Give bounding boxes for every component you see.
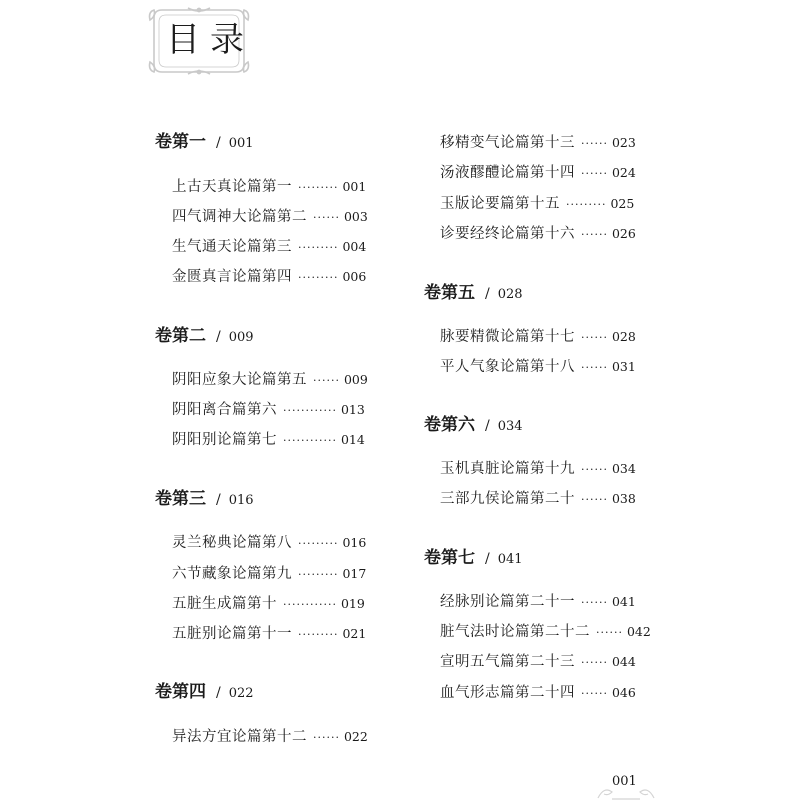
toc-entry[interactable] [440, 683, 636, 704]
toc-entry[interactable] [440, 489, 636, 510]
entry-title: 宣明五气篇第二十三 [440, 654, 575, 670]
toc-entry[interactable] [172, 533, 366, 554]
section-title: 卷第五 [424, 283, 475, 303]
leader-dots: ········· [298, 181, 339, 194]
entry-title: 上古天真论篇第一 [172, 179, 292, 195]
separator: / [216, 329, 221, 345]
toc-entry[interactable] [172, 267, 366, 288]
toc-entry[interactable] [172, 430, 365, 451]
entry-title: 汤液醪醴论篇第十四 [440, 165, 575, 181]
section-heading[interactable] [155, 488, 254, 512]
entry-title: 六节藏象论篇第九 [172, 566, 292, 582]
entry-page: 031 [611, 359, 636, 374]
entry-title: 阴阳离合篇第六 [172, 402, 277, 418]
entry-page: 023 [611, 135, 636, 150]
entry-page: 026 [611, 226, 636, 241]
entry-page: 006 [342, 269, 367, 284]
entry-page: 024 [611, 165, 636, 180]
section-page: 034 [497, 419, 523, 434]
toc-entry[interactable] [172, 727, 368, 748]
toc-entry[interactable] [172, 207, 368, 228]
entry-page: 016 [342, 535, 367, 550]
entry-page: 013 [340, 402, 365, 417]
entry-title: 阴阳应象大论篇第五 [172, 372, 307, 388]
toc-entry[interactable] [172, 564, 366, 585]
entry-title: 四气调神大论篇第二 [172, 209, 307, 225]
leader-dots: ······ [313, 731, 340, 744]
section-title: 卷第二 [155, 326, 206, 346]
section-heading[interactable] [424, 282, 523, 306]
entry-title: 经脉别论篇第二十一 [440, 594, 575, 610]
title-plate [148, 6, 254, 76]
entry-page: 028 [611, 329, 636, 344]
leader-dots: ······ [581, 331, 608, 344]
leader-dots: ······ [581, 493, 608, 506]
leader-dots: ······ [596, 626, 623, 639]
toc-entry[interactable] [440, 357, 636, 378]
entry-title: 脏气法时论篇第二十二 [440, 624, 590, 640]
section-page: 009 [228, 330, 254, 345]
page-title: 目录 [166, 20, 254, 60]
entry-page: 017 [342, 566, 367, 581]
toc-entry[interactable] [440, 622, 651, 643]
separator: / [485, 551, 490, 567]
toc-entry[interactable] [440, 459, 636, 480]
entry-page: 038 [611, 491, 636, 506]
leader-dots: ········· [298, 271, 339, 284]
toc-entry[interactable] [440, 327, 636, 348]
leader-dots: ······ [581, 463, 608, 476]
section-title: 卷第一 [155, 132, 206, 152]
entry-title: 移精变气论篇第十三 [440, 135, 575, 151]
entry-title: 三部九侯论篇第二十 [440, 491, 575, 507]
toc-entry[interactable] [440, 224, 636, 245]
section-heading[interactable] [155, 131, 254, 155]
leader-dots: ······ [581, 656, 608, 669]
leader-dots: ············ [283, 404, 337, 417]
leader-dots: ······ [581, 361, 608, 374]
leader-dots: ············ [283, 598, 337, 611]
section-heading[interactable] [424, 547, 523, 571]
toc-entry[interactable] [440, 163, 636, 184]
section-heading[interactable] [424, 414, 523, 438]
leader-dots: ········· [298, 241, 339, 254]
entry-title: 生气通天论篇第三 [172, 239, 292, 255]
toc-entry[interactable] [172, 177, 366, 198]
entry-title: 金匮真言论篇第四 [172, 269, 292, 285]
section-title: 卷第四 [155, 682, 206, 702]
toc-entry[interactable] [172, 400, 365, 421]
entry-title: 玉机真脏论篇第十九 [440, 461, 575, 477]
entry-title: 玉版论要篇第十五 [440, 196, 560, 212]
entry-title: 五脏别论篇第十一 [172, 626, 292, 642]
section-page: 022 [228, 686, 254, 701]
separator: / [216, 685, 221, 701]
entry-page: 041 [611, 594, 636, 609]
entry-page: 042 [626, 624, 651, 639]
entry-title: 诊要经终论篇第十六 [440, 226, 575, 242]
leader-dots: ········· [298, 537, 339, 550]
entry-page: 003 [343, 209, 368, 224]
separator: / [485, 418, 490, 434]
entry-page: 021 [342, 626, 367, 641]
leader-dots: ········· [298, 628, 339, 641]
entry-page: 034 [611, 461, 636, 476]
entry-page: 004 [342, 239, 367, 254]
entry-title: 阴阳别论篇第七 [172, 432, 277, 448]
entry-title: 血气形志篇第二十四 [440, 685, 575, 701]
leader-dots: ······ [313, 374, 340, 387]
section-page: 001 [228, 136, 254, 151]
section-title: 卷第六 [424, 415, 475, 435]
leader-dots: ········· [566, 198, 607, 211]
separator: / [216, 135, 221, 151]
entry-page: 001 [342, 179, 367, 194]
separator: / [485, 286, 490, 302]
entry-title: 五脏生成篇第十 [172, 596, 277, 612]
section-title: 卷第三 [155, 489, 206, 509]
toc-entry[interactable] [440, 592, 636, 613]
entry-page: 019 [340, 596, 365, 611]
page-number: 001 [612, 774, 637, 789]
toc-entry[interactable] [440, 194, 634, 215]
leader-dots: ············ [283, 434, 337, 447]
leader-dots: ······ [581, 167, 608, 180]
section-title: 卷第七 [424, 548, 475, 568]
toc-entry[interactable] [172, 370, 368, 391]
leader-dots: ······ [313, 211, 340, 224]
toc-entry[interactable] [172, 594, 365, 615]
leader-dots: ······ [581, 596, 608, 609]
entry-page: 044 [611, 654, 636, 669]
toc-entry[interactable] [440, 133, 636, 154]
separator: / [216, 492, 221, 508]
entry-page: 022 [343, 729, 368, 744]
entry-page: 014 [340, 432, 365, 447]
entry-title: 平人气象论篇第十八 [440, 359, 575, 375]
entry-page: 046 [611, 685, 636, 700]
section-page: 016 [228, 493, 254, 508]
section-heading[interactable] [155, 681, 254, 705]
entry-page: 009 [343, 372, 368, 387]
entry-title: 脉要精微论篇第十七 [440, 329, 575, 345]
toc-entry[interactable] [172, 624, 366, 645]
section-page: 028 [497, 287, 523, 302]
toc-entry[interactable] [172, 237, 366, 258]
leader-dots: ······ [581, 228, 608, 241]
entry-title: 异法方宜论篇第十二 [172, 729, 307, 745]
entry-title: 灵兰秘典论篇第八 [172, 535, 292, 551]
entry-page: 025 [610, 196, 635, 211]
leader-dots: ······ [581, 687, 608, 700]
section-page: 041 [497, 552, 523, 567]
leader-dots: ········· [298, 568, 339, 581]
toc-entry[interactable] [440, 652, 636, 673]
leader-dots: ······ [581, 137, 608, 150]
section-heading[interactable] [155, 325, 254, 349]
